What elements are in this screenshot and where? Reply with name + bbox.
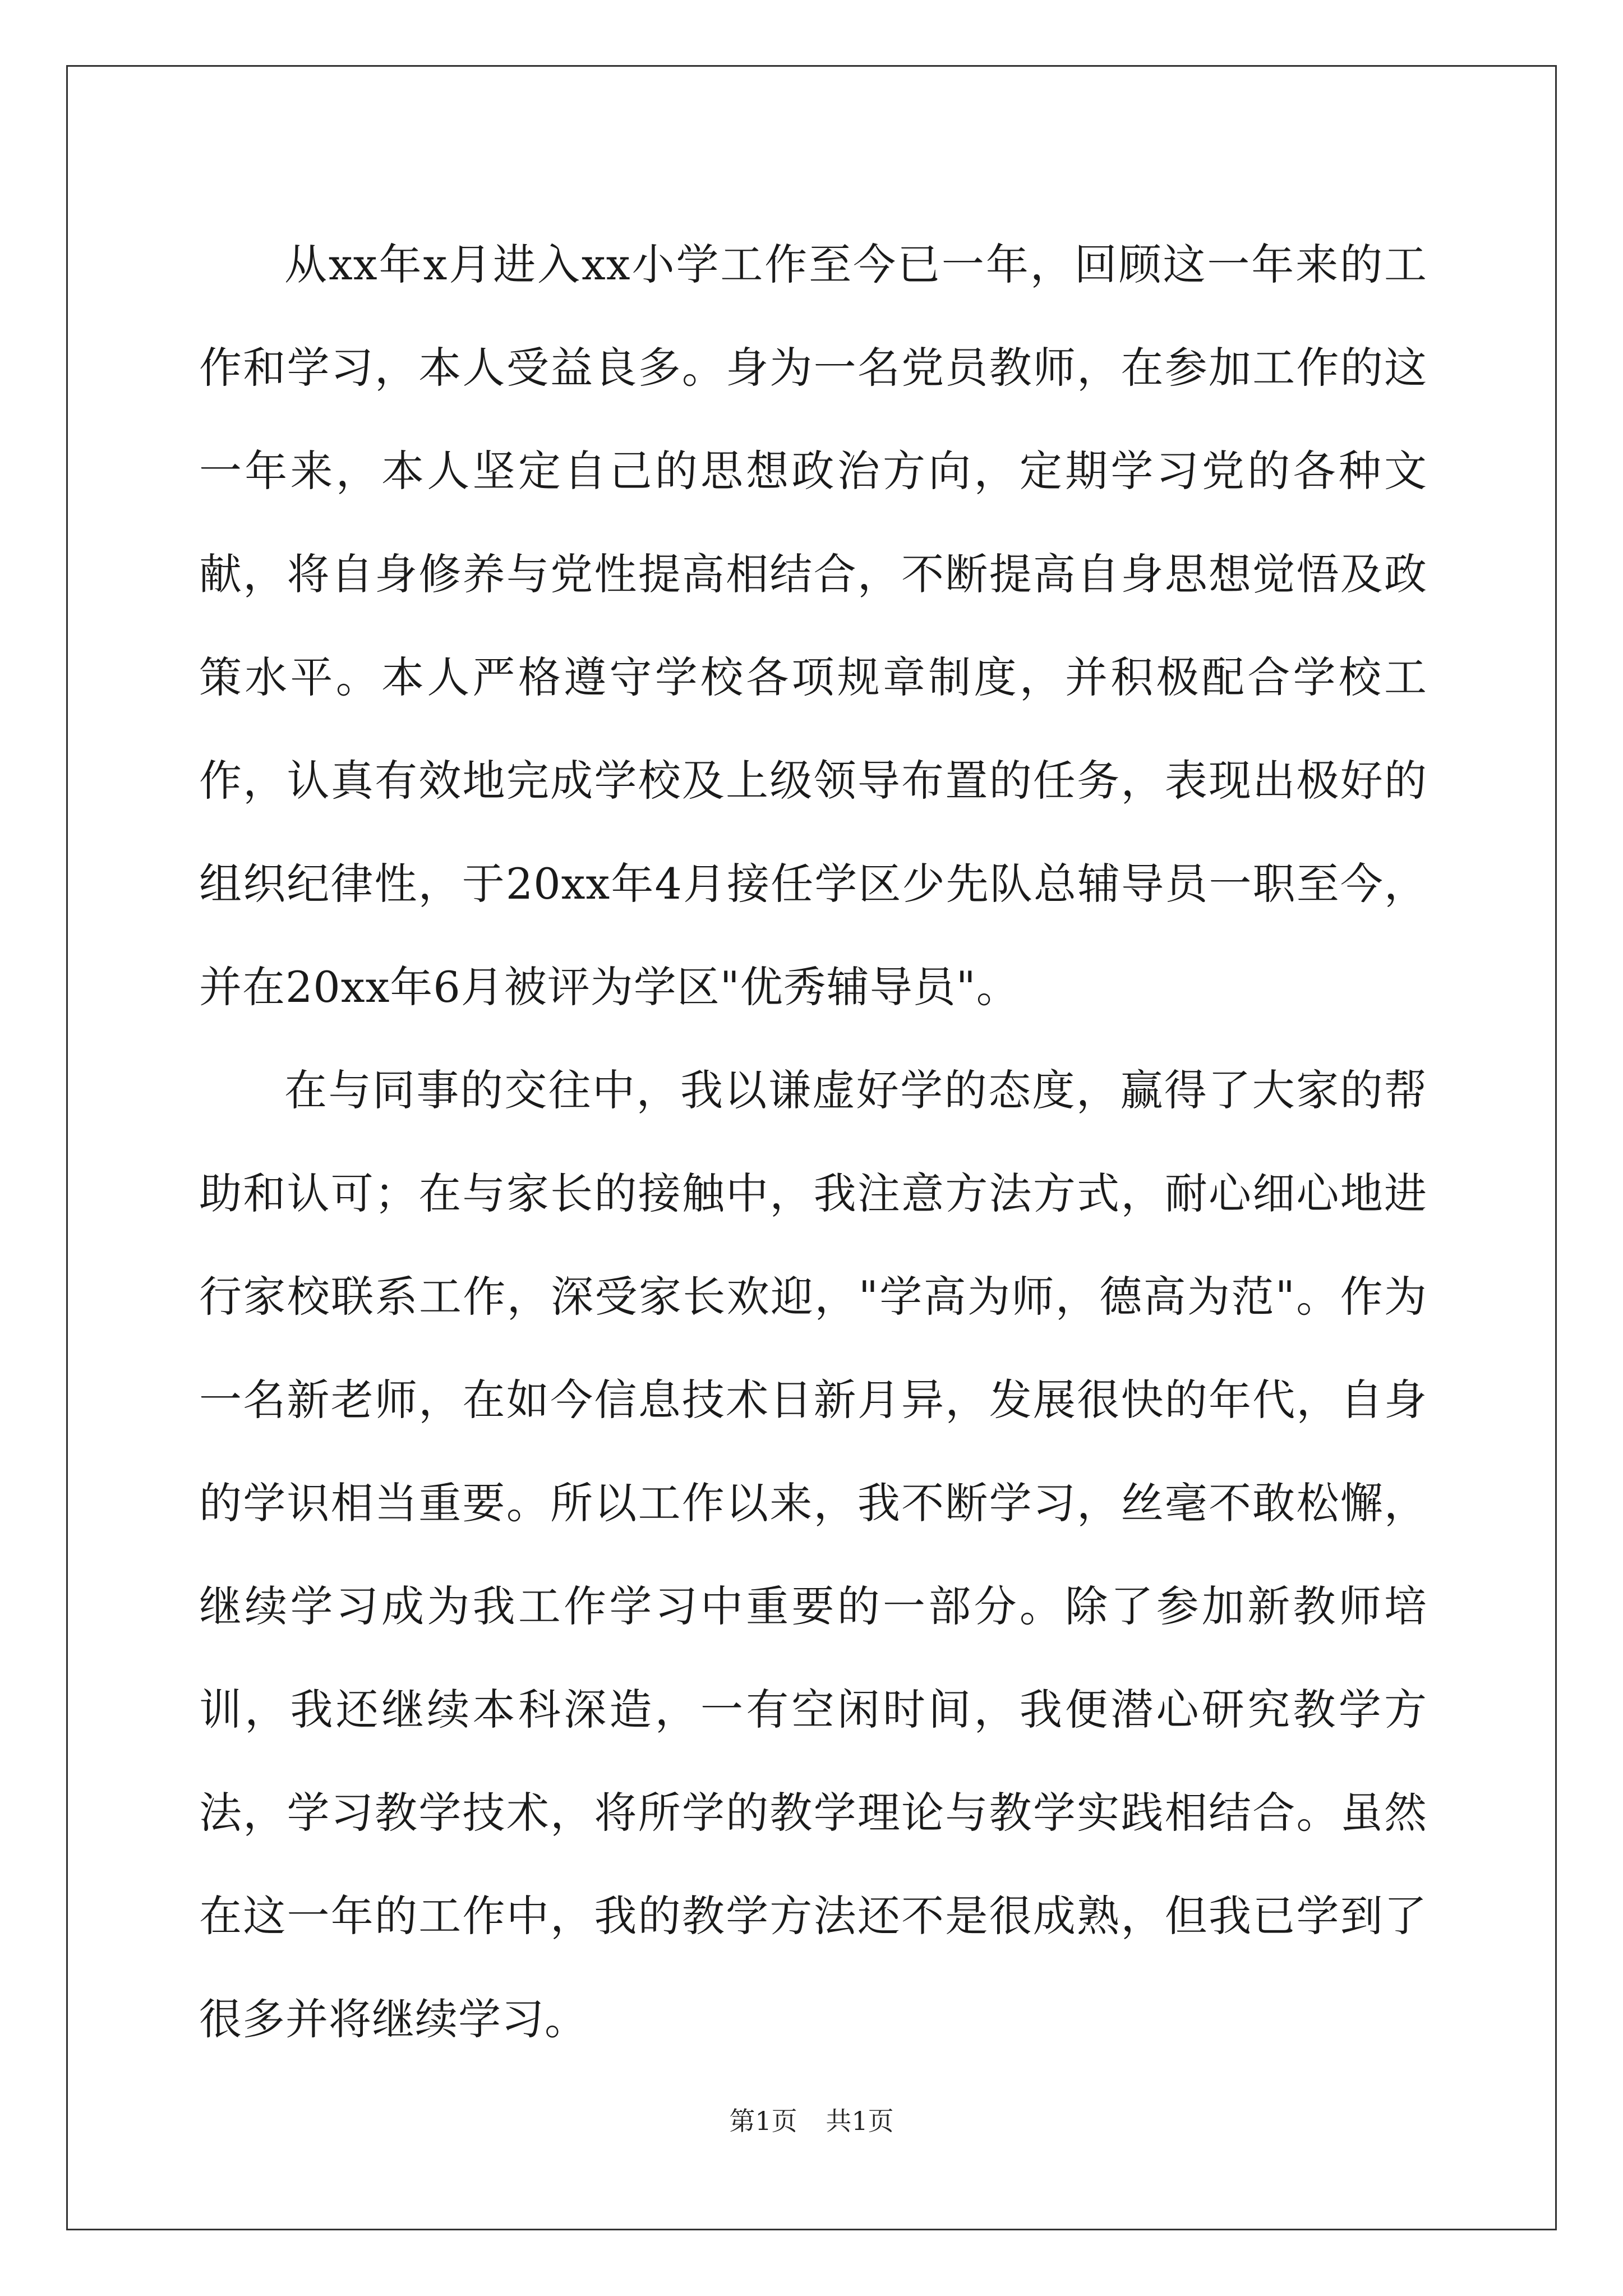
page-total: 共1页 — [826, 2106, 894, 2136]
paragraph-1: 从xx年x月进入xx小学工作至今已一年，回顾这一年来的工作和学习，本人受益良多。身为一名党员教师，在参加工作的这一年来，本人坚定自己的思想政治方向，定期学习党的各种文献，将自身修养与党性提高相结合，不断提高自身思想觉悟及政策水平。本人严格遵守学校各项规章制度，并积极配合学校工作，认真有效地完成学校及上级领导布置的任务，表现出极好的组织纪律性，于20xx年4月接任学区少先队总辅导员一职至今，并在20xx年6月被评为学区"优秀辅导员"。 — [199, 240, 1427, 1012]
page-number: 第1页 — [729, 2106, 797, 2136]
paragraph-2: 在与同事的交往中，我以谦虚好学的态度，赢得了大家的帮助和认可；在与家长的接触中，我注意方法方式，耐心细心地进行家校联系工作，深受家长欢迎，"学高为师，德高为范"。作为一名新老师，在如今信息技术日新月异，发展很快的年代，自身的学识相当重要。所以工作以来，我不断学习，丝毫不敢松懈，继续学习成为我工作学习中重要的一部分。除了参加新教师培训，我还继续本科深造，一有空闲时间，我便潜心研究教学方法，学习教学技术，将所学的教学理论与教学实践相结合。虽然在这一年的工作中，我的教学方法还不是很成熟，但我已学到了很多并将继续学习。 — [199, 1065, 1427, 2044]
page-footer — [0, 2101, 1623, 2138]
document-body — [199, 213, 1427, 2071]
